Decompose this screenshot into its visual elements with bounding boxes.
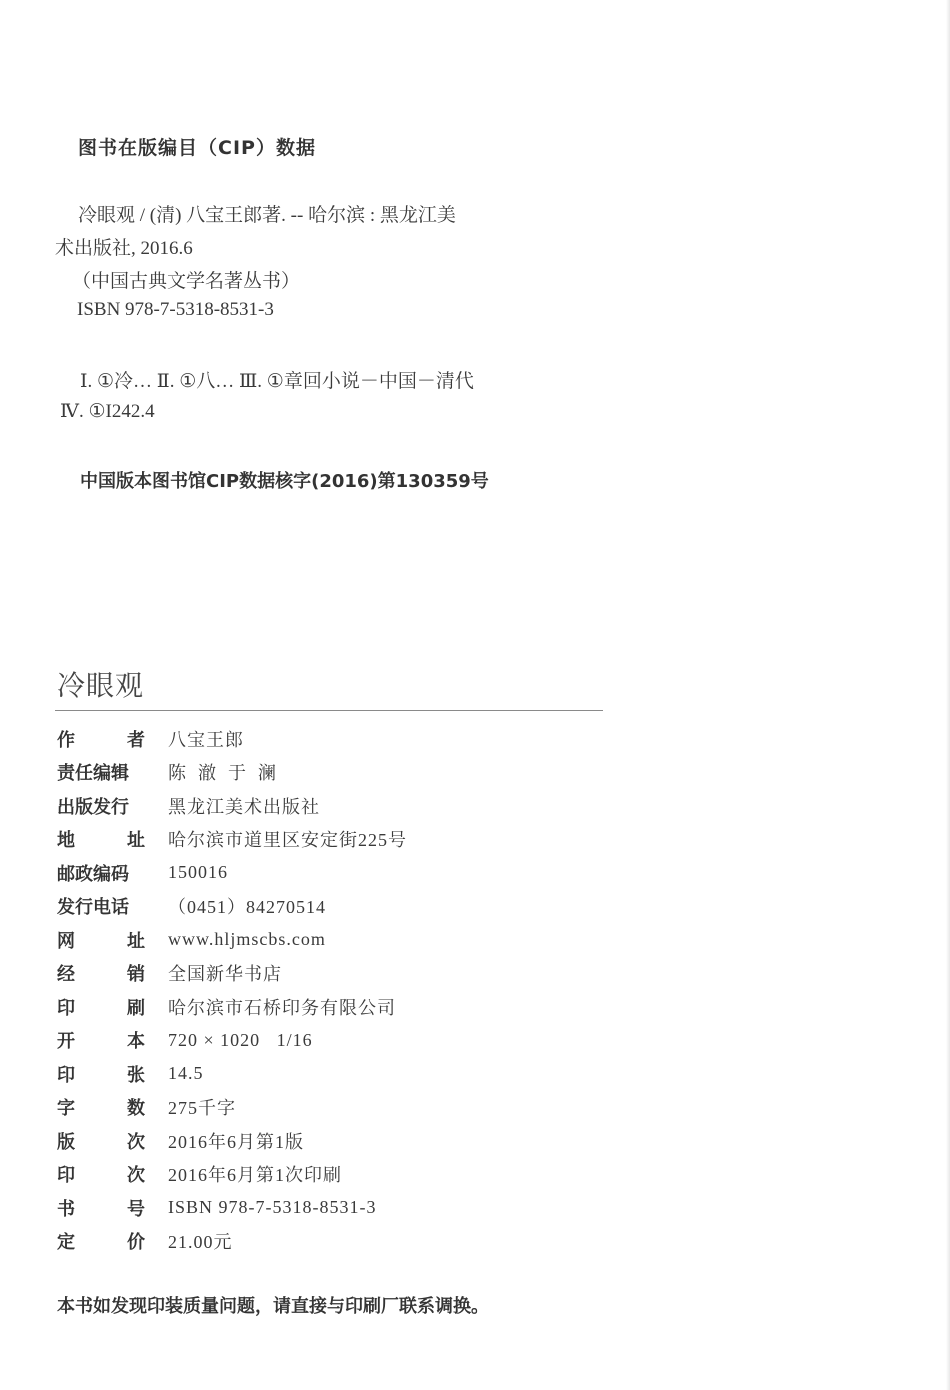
detail-label <box>57 826 145 852</box>
detail-label-text: 地 <box>57 830 75 852</box>
detail-label-text: 价 <box>127 1232 145 1254</box>
detail-value: 陈 澈 于 澜 <box>168 763 277 784</box>
detail-row <box>57 1091 617 1125</box>
detail-value: 2016年6月第1版 <box>168 1131 304 1152</box>
detail-value: 150016 <box>168 862 228 883</box>
detail-row <box>57 1124 617 1158</box>
detail-label <box>57 893 145 919</box>
detail-label-text: 者 <box>127 729 145 751</box>
book-title: 冷眼观 <box>57 669 145 702</box>
detail-value: 14.5 <box>168 1063 204 1084</box>
detail-label <box>57 860 145 886</box>
detail-label-text: 邮政编码 <box>57 863 129 885</box>
detail-label-text: 次 <box>127 1165 145 1187</box>
detail-label <box>57 1195 145 1221</box>
detail-row <box>57 990 617 1024</box>
detail-label <box>57 927 145 953</box>
cip-line-1: 冷眼观 / (清) 八宝王郎著. -- 哈尔滨 : 黑龙江美 <box>78 205 456 226</box>
detail-value: （0451）84270514 <box>168 897 326 918</box>
detail-label-text: 书 <box>57 1198 75 1220</box>
detail-value: 21.00元 <box>168 1232 233 1253</box>
detail-label-text: 经 <box>57 964 75 986</box>
detail-label <box>57 1094 145 1120</box>
detail-row <box>57 823 617 857</box>
cip-line-class-number: Ⅳ. ①I242.4 <box>60 401 155 422</box>
detail-label-text: 印 <box>57 997 75 1019</box>
cip-line-isbn: ISBN 978-7-5318-8531-3 <box>77 299 274 320</box>
detail-row <box>57 856 617 890</box>
detail-label <box>57 1027 145 1053</box>
detail-label-text: 本 <box>127 1031 145 1053</box>
detail-label-text: 数 <box>127 1098 145 1120</box>
detail-label-text: 开 <box>57 1031 75 1053</box>
detail-label <box>57 1128 145 1154</box>
detail-label <box>57 793 145 819</box>
detail-label <box>57 994 145 1020</box>
detail-label-text: 址 <box>127 930 145 952</box>
detail-label-text: 张 <box>127 1064 145 1086</box>
detail-label-text: 版 <box>57 1131 75 1153</box>
cip-line-2: 术出版社, 2016.6 <box>55 238 193 259</box>
detail-value: 哈尔滨市石桥印务有限公司 <box>168 997 396 1018</box>
cip-verification: 中国版本图书馆CIP数据核字(2016)第130359号 <box>80 471 489 492</box>
detail-row <box>57 1158 617 1192</box>
detail-value: 720 × 1020 1/16 <box>168 1029 313 1050</box>
detail-label-text: 址 <box>127 830 145 852</box>
detail-label-text: 销 <box>127 964 145 986</box>
detail-value: 275千字 <box>168 1098 236 1119</box>
detail-label-text: 发行电话 <box>57 897 129 919</box>
detail-row <box>57 890 617 924</box>
quality-notice: 本书如发现印装质量问题，请直接与印刷厂联系调换。 <box>57 1296 489 1317</box>
detail-value: 八宝王郎 <box>168 729 244 750</box>
detail-label-text: 作 <box>57 729 75 751</box>
title-divider <box>55 710 603 711</box>
detail-row <box>57 722 617 756</box>
detail-label-text: 刷 <box>127 997 145 1019</box>
detail-value: 2016年6月第1次印刷 <box>168 1165 342 1186</box>
detail-label <box>57 759 145 785</box>
detail-label-text: 字 <box>57 1098 75 1120</box>
publication-details <box>57 722 617 1258</box>
detail-label <box>57 1061 145 1087</box>
detail-value: 哈尔滨市道里区安定街225号 <box>168 830 407 851</box>
detail-value: 全国新华书店 <box>168 964 282 985</box>
detail-label-text: 出版发行 <box>57 796 129 818</box>
detail-row <box>57 1191 617 1225</box>
detail-label-text: 印 <box>57 1165 75 1187</box>
detail-row <box>57 1024 617 1058</box>
detail-label <box>57 960 145 986</box>
detail-value: ISBN 978-7-5318-8531-3 <box>168 1197 377 1218</box>
detail-value: www.hljmscbs.com <box>168 929 326 950</box>
detail-label-text: 印 <box>57 1064 75 1086</box>
detail-row <box>57 1057 617 1091</box>
detail-row <box>57 957 617 991</box>
cip-line-classification: Ⅰ. ①冷… Ⅱ. ①八… Ⅲ. ①章回小说－中国－清代 <box>80 371 474 392</box>
cip-heading: 图书在版编目（CIP）数据 <box>78 137 316 159</box>
detail-value: 黑龙江美术出版社 <box>168 796 320 817</box>
detail-row <box>57 789 617 823</box>
page-edge <box>946 0 950 1390</box>
detail-label-text: 责任编辑 <box>57 763 129 785</box>
detail-label-text: 网 <box>57 930 75 952</box>
detail-label <box>57 1228 145 1254</box>
cip-line-3: （中国古典文学名著丛书） <box>72 271 301 292</box>
detail-label <box>57 1161 145 1187</box>
detail-row <box>57 1225 617 1259</box>
detail-label-text: 定 <box>57 1232 75 1254</box>
detail-row <box>57 923 617 957</box>
detail-row <box>57 756 617 790</box>
detail-label-text: 号 <box>127 1198 145 1220</box>
detail-label-text: 次 <box>127 1131 145 1153</box>
detail-label <box>57 726 145 752</box>
